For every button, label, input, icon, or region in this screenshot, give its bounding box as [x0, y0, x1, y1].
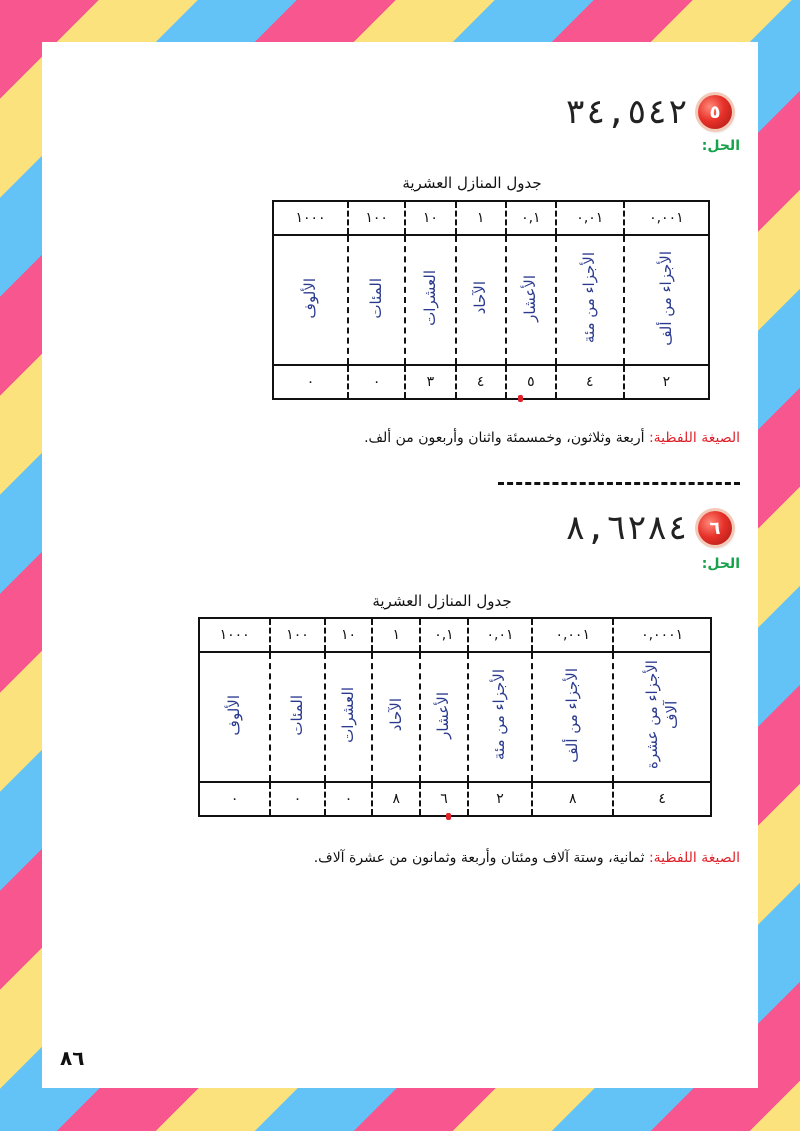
problem-5-word-form — [364, 430, 740, 446]
place-name-label: الأجزاء من عشرة آلاف — [642, 660, 681, 770]
digit-cell: ٢ — [468, 782, 532, 816]
place-name-label: المئات — [287, 694, 306, 736]
place-name-cell — [273, 235, 348, 365]
place-value-cell: ١ — [456, 201, 506, 235]
problem-6-solution-label: الحل: — [701, 556, 740, 572]
place-value-cell: ٠,٠٠١ — [532, 618, 613, 652]
digit-cell: ٤ — [613, 782, 711, 816]
place-name-label: الأجزاء من مئة — [580, 252, 599, 344]
place-value-cell: ٠,٠١ — [468, 618, 532, 652]
place-value-cell: ٠,١ — [506, 201, 556, 235]
red-decimal-mark — [446, 813, 451, 820]
place-name-label: الآحاد — [386, 698, 405, 732]
place-name-label: المئات — [366, 277, 385, 319]
red-decimal-mark — [518, 395, 523, 402]
place-value-cell: ١٠٠٠ — [199, 618, 270, 652]
place-name-label: الأعشار — [434, 691, 453, 739]
place-name-label: الأعشار — [521, 274, 540, 322]
place-value-cell: ٠,٠١ — [556, 201, 624, 235]
digit-cell: ٨ — [532, 782, 613, 816]
place-name-label: الأجزاء من ألف — [562, 667, 581, 763]
place-values-row — [199, 618, 711, 652]
place-name-label: الألوف — [300, 277, 319, 319]
place-name-cell — [468, 652, 532, 782]
place-name-label: الآحاد — [470, 281, 489, 315]
place-name-label: الأجزاء من مئة — [490, 669, 509, 761]
place-name-cell — [532, 652, 613, 782]
place-name-label: العشرات — [420, 270, 439, 326]
digit-cell: ٦ — [420, 782, 468, 816]
place-value-cell: ٠,٠٠٠١ — [613, 618, 711, 652]
place-name-cell — [270, 652, 325, 782]
digit-cell: ٠ — [348, 365, 405, 399]
place-name-cell — [556, 235, 624, 365]
problem-5-number: ٣٤,٥٤٢ — [565, 92, 688, 132]
problem-5-header — [565, 92, 732, 132]
place-value-cell: ١٠ — [405, 201, 455, 235]
digit-cell: ٠ — [270, 782, 325, 816]
place-name-label: الألوف — [224, 694, 243, 736]
place-value-cell: ١ — [372, 618, 420, 652]
word-form-label: الصيغة اللفظية: — [648, 850, 740, 866]
word-form-text: ثمانية، وستة آلاف ومئتان وأربعة وثمانون من عشرة آلاف. — [313, 850, 645, 866]
place-name-cell — [372, 652, 420, 782]
problem-5-solution-label: الحل: — [701, 138, 740, 154]
place-value-cell: ٠,١ — [420, 618, 468, 652]
digit-cell: ٠ — [199, 782, 270, 816]
digits-row — [273, 365, 709, 399]
problem-6-header — [565, 508, 732, 548]
digit-cell: ٤ — [456, 365, 506, 399]
worksheet-page — [42, 42, 758, 1088]
problem-6-number: ٨,٦٢٨٤ — [565, 508, 688, 548]
place-name-cell — [506, 235, 556, 365]
digit-cell: ٤ — [556, 365, 624, 399]
digits-row — [199, 782, 711, 816]
problem-6-place-value-table — [198, 617, 712, 817]
place-value-cell: ١٠ — [325, 618, 373, 652]
place-value-cell: ١٠٠ — [348, 201, 405, 235]
page-number: ٨٦ — [60, 1046, 85, 1070]
problem-6-word-form — [314, 850, 740, 866]
digit-cell: ٠ — [273, 365, 348, 399]
digit-cell: ٠ — [325, 782, 373, 816]
problem-5-badge: ٥ — [698, 95, 732, 129]
word-form-label: الصيغة اللفظية: — [648, 430, 740, 446]
place-name-label: الأجزاء من ألف — [656, 250, 675, 346]
place-values-row — [273, 201, 709, 235]
place-names-row — [199, 652, 711, 782]
problem-6-table-caption: جدول المنازل العشرية — [372, 592, 512, 610]
digit-cell: ٨ — [372, 782, 420, 816]
place-name-cell — [420, 652, 468, 782]
place-name-cell — [456, 235, 506, 365]
problem-6-badge: ٦ — [698, 511, 732, 545]
place-name-cell — [325, 652, 373, 782]
place-value-cell: ١٠٠٠ — [273, 201, 348, 235]
word-form-text: أربعة وثلاثون، وخمسمئة واثنان وأربعون من ألف. — [364, 430, 645, 446]
place-names-row — [273, 235, 709, 365]
digit-cell: ٣ — [405, 365, 455, 399]
place-name-cell — [199, 652, 270, 782]
place-name-label: العشرات — [338, 687, 357, 743]
problem-5-place-value-table — [272, 200, 710, 400]
place-value-cell: ٠,٠٠١ — [624, 201, 709, 235]
place-name-cell — [613, 652, 711, 782]
place-name-cell — [405, 235, 455, 365]
section-divider — [498, 482, 740, 485]
digit-cell: ٢ — [624, 365, 709, 399]
place-value-cell: ١٠٠ — [270, 618, 325, 652]
digit-cell: ٥ — [506, 365, 556, 399]
problem-5-table-caption: جدول المنازل العشرية — [402, 174, 542, 192]
place-name-cell — [348, 235, 405, 365]
place-name-cell — [624, 235, 709, 365]
